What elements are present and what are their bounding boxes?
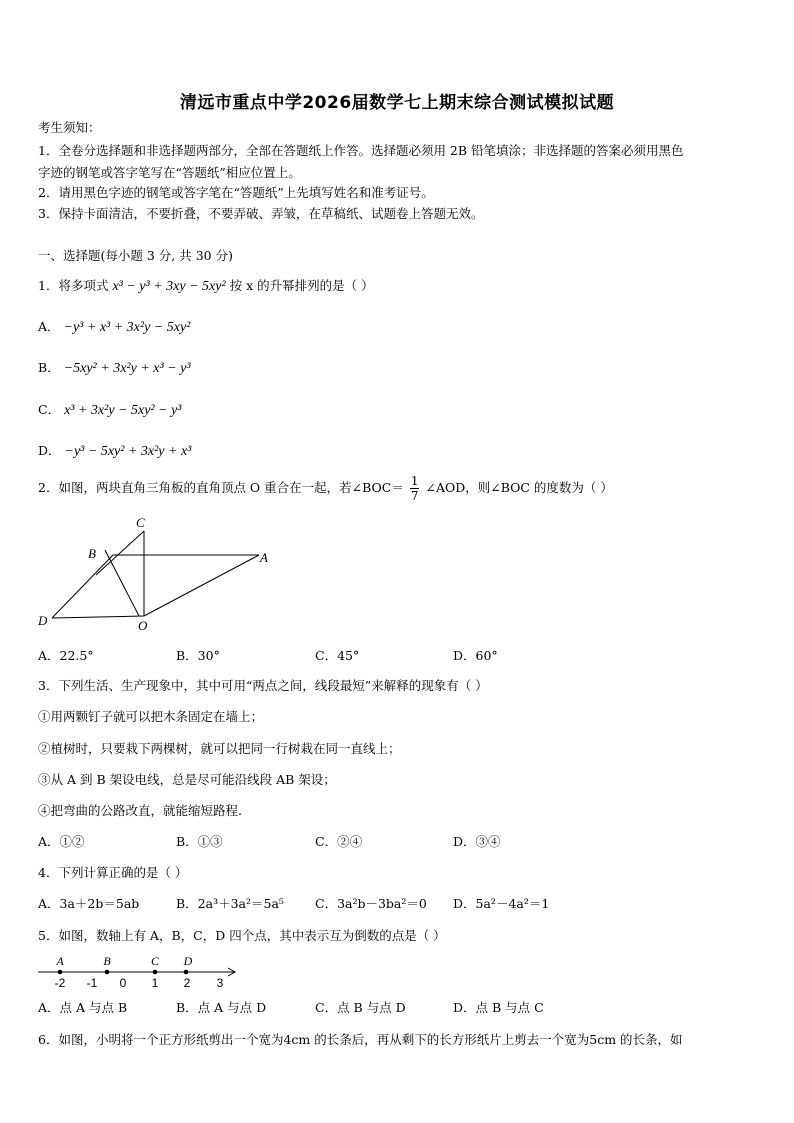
tick-label: 2 [183,976,191,990]
notice-item: 2．请用黑色字迹的钢笔或答字笔在“答题纸”上先填写姓名和准考证号。 [38,185,434,200]
notice-heading: 考生须知： [38,120,101,135]
option-expr: −5xy² + 3x²y + x³ − y³ [63,361,191,376]
q4-option-c[interactable]: C．3a²b－3ba²＝0 [315,896,427,911]
q3-item: ③从 A 到 B 架设电线，总是尽可能沿线段 AB 架设； [38,772,336,787]
line-BO [105,550,139,616]
label-A: A [260,550,268,565]
q5-option-d[interactable]: D．点 B 与点 C [453,1000,544,1015]
line-C-side [96,531,144,575]
line-AO [144,555,259,616]
question-6-stem: 6．如图，小明将一个正方形纸剪出一个宽为4cm 的长条后，再从剩下的长方形纸片上剪去一个宽为5cm 的长条，如 [38,1032,683,1047]
point-B [105,970,110,975]
label-D: D [38,613,48,628]
tick-label: 0 [119,976,127,990]
option-label: C． [38,402,61,417]
label-D: D [183,954,193,968]
q2-option-b[interactable]: B．30° [176,648,220,663]
q3-option-b[interactable]: B．①③ [176,834,223,849]
option-expr: −y³ + x³ + 3x²y − 5xy² [63,320,191,335]
fraction-numerator: 1 [410,474,419,488]
question-1-stem [38,276,374,295]
question-2-stem [38,474,613,503]
q5-option-a[interactable]: A．点 A 与点 B [38,1000,128,1015]
question-4-stem: 4．下列计算正确的是（ ） [38,865,188,880]
q3-option-a[interactable]: A．①② [38,834,85,849]
option-expr: x³ + 3x²y − 5xy² − y³ [64,403,182,418]
label-C: C [150,954,160,968]
label-B: B [88,546,96,561]
question-5-stem: 5．如图，数轴上有 A，B，C，D 四个点，其中表示互为倒数的点是（ ） [38,928,446,943]
fraction-one-seventh [410,474,420,503]
q1-prefix: 1．将多项式 [38,278,109,293]
point-A [58,970,63,975]
number-line-figure [34,950,244,990]
q2-option-c[interactable]: C．45° [315,648,360,663]
q4-option-a[interactable]: A．3a＋2b＝5ab [38,896,140,911]
q4-option-d[interactable]: D．5a²－4a²＝1 [453,896,550,911]
q1-suffix: 按 x 的升幂排列的是（ ） [229,278,374,293]
q1-polynomial: x³ − y³ + 3xy − 5xy² [112,279,226,294]
section-heading: 一、选择题(每小题 3 分, 共 30 分) [38,248,233,263]
q1-option-b[interactable] [38,358,191,377]
option-label: D． [38,443,61,458]
point-D [184,970,189,975]
line-DO [52,616,144,618]
q1-option-c[interactable] [38,400,181,419]
notice-item: 1．全卷分选择题和非选择题两部分，全部在答题纸上作答。选择题必须用 2B 铅笔填涂；非选择题的答案必须用黑色 [38,143,684,158]
q1-option-a[interactable] [38,317,190,336]
option-label: A． [38,319,60,334]
q3-item: ④把弯曲的公路改直，就能缩短路程. [38,803,242,818]
q3-item: ①用两颗钉子就可以把木条固定在墙上； [38,709,264,724]
tick-label: 3 [216,976,224,990]
option-expr: −y³ − 5xy² + 3x²y + x³ [64,444,192,459]
q3-option-d[interactable]: D．③④ [453,834,501,849]
q1-option-d[interactable] [38,441,191,460]
notice-item: 字迹的钢笔或答字笔写在“答题纸”相应位置上。 [38,165,301,180]
q2-suffix: ∠AOD，则∠BOC 的度数为（ ） [425,480,613,495]
label-O: O [138,618,148,633]
tick-label: -2 [54,976,66,990]
point-C [153,970,158,975]
q5-option-b[interactable]: B．点 A 与点 D [176,1000,267,1015]
q4-option-b[interactable]: B．2a³＋3a²＝5a⁵ [176,896,284,911]
label-C: C [136,515,145,530]
q3-item: ②植树时，只要栽下两棵树，就可以把同一行树栽在同一直线上； [38,741,401,756]
tick-label: 1 [151,976,159,990]
option-label: B． [38,360,60,375]
label-B: B [103,954,111,968]
question-3-stem: 3．下列生活、生产现象中，其中可用“两点之间，线段最短”来解释的现象有（ ） [38,678,488,693]
q2-option-d[interactable]: D．60° [453,648,498,663]
q5-option-c[interactable]: C．点 B 与点 D [315,1000,406,1015]
label-A: A [56,954,64,968]
line-DB [52,555,113,618]
triangle-figure [30,515,280,635]
q3-option-c[interactable]: C．②④ [315,834,363,849]
page-title: 清远市重点中学2026届数学七上期末综合测试模拟试题 [179,93,615,113]
tick-label: -1 [86,976,98,990]
fraction-denominator: 7 [410,489,419,503]
q2-prefix: 2．如图，两块直角三角板的直角顶点 O 重合在一起，若∠BOC＝ [38,480,404,495]
notice-item: 3．保持卡面清洁，不要折叠，不要弄破、弄皱，在草稿纸、试题卷上答题无效。 [38,206,484,221]
q2-option-a[interactable]: A．22.5° [38,648,94,663]
